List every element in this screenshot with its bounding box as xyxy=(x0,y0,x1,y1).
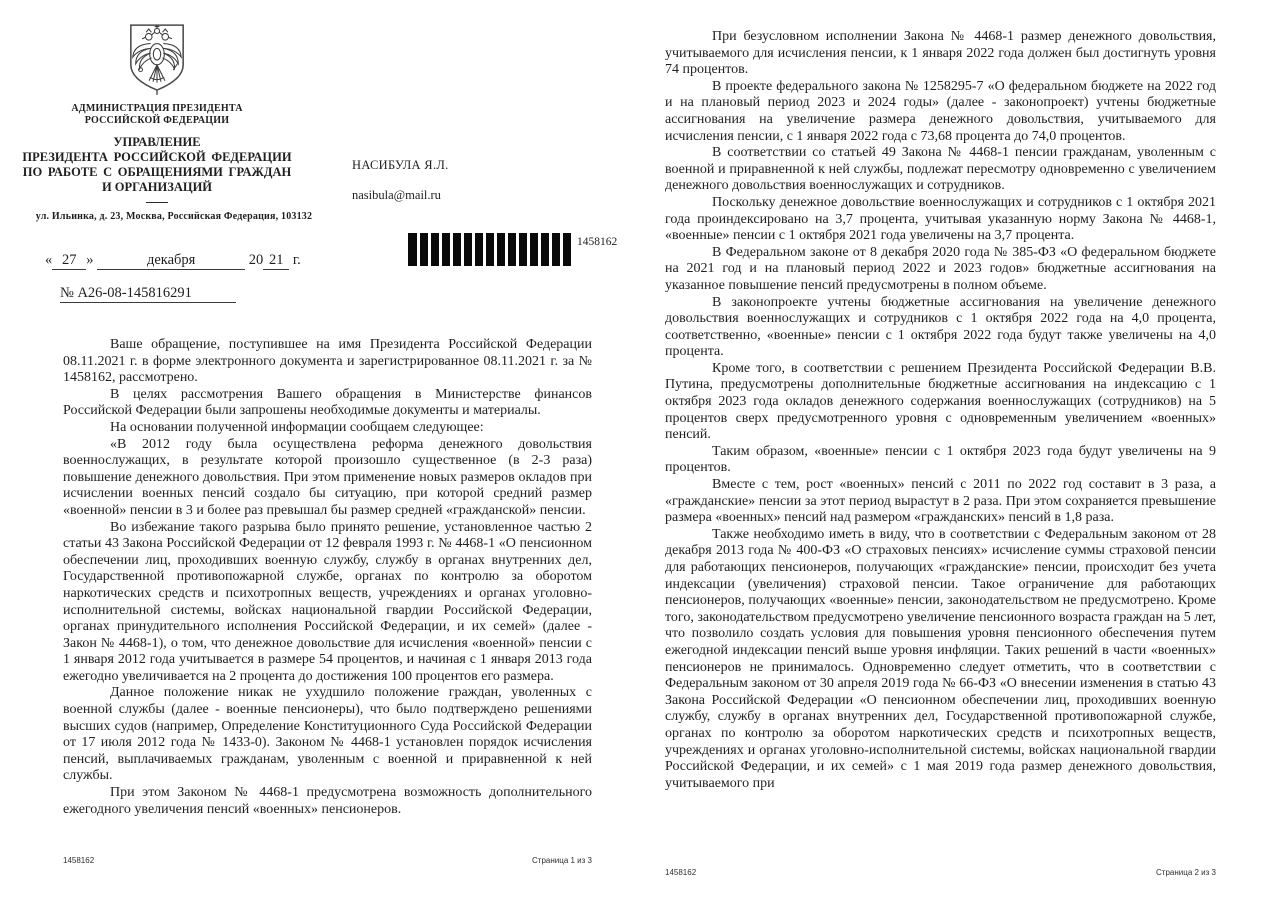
department-line1: УПРАВЛЕНИЕ xyxy=(113,135,201,149)
page2-body xyxy=(665,29,1216,792)
paragraph: Поскольку денежное довольствие военнослужащих и сотрудников с 1 октября 2021 года проиндексировано на 3,7 процента, учитывая указанную норму Закона № 4468-1, «военные» пенсии с 1 октября 2021 года увеличены на 3,7 процента. xyxy=(665,194,1216,244)
page2-footer xyxy=(665,868,1216,877)
paragraph: В целях рассмотрения Вашего обращения в Министерстве финансов Российской Федерации были запрошены необходимые документы и материалы. xyxy=(63,386,592,419)
registration-number-line xyxy=(60,285,236,303)
paragraph: Во избежание такого разрыва было принято решение, установленное частью 2 статьи 43 Закона Российской Федерации от 12 февраля 1993 г. № 4468-1 «О пенсионном обеспечении лиц, проходивших военную службу, службу в органах внутренних дел, Государственной противопожарной службе, органах по контролю за оборотом наркотических средств и психотропных веществ, учреждениях и органах уголовно-исполнительной системы, войсках национальной гвардии Российской Федерации, органах принудительного исполнения Российской Федерации, и их семей» (далее - Закон № 4468-1), о том, что денежное довольствие для исчисления «военной» пенсии с 1 января 2012 года учитывается в размере 54 процентов, и начиная с 1 января 2013 года ежегодно увеличивается на 2 процента до достижения 100 процентов его размера. xyxy=(63,519,592,684)
date-century: 20 xyxy=(248,252,264,268)
org-postal-address: ул. Ильинка, д. 23, Москва, Российская Федерация, 103132 xyxy=(35,211,313,222)
date-close-quote: » xyxy=(86,252,94,268)
registration-barcode xyxy=(408,233,571,266)
date-day: 27 xyxy=(52,252,86,270)
letterhead-divider xyxy=(146,202,168,203)
paragraph: «В 2012 году была осуществлена реформа денежного довольствия военнослужащих, в результате которой произошло существенное (в 2-3 раза) повышение денежного довольствия. При этом применение новых размеров окладов при исчислении военных пенсий создало бы ситуацию, при которой средний размер «военной» пенсии в 3 и более раз превышал бы размер средней «гражданской» пенсии. xyxy=(63,436,592,518)
paragraph: Таким образом, «военные» пенсии с 1 октября 2023 года будут увеличены на 9 процентов. xyxy=(665,443,1216,476)
paragraph: Кроме того, в соответствии с решением Президента Российской Федерации В.В. Путина, предусмотрены дополнительные бюджетные ассигнования на индексацию с 1 октября 2023 года окладов денежного содержания военнослужащих (сотрудников) на 5 процентов сверх предусмотренного уровня с одновременным увеличением «военных» пенсий. xyxy=(665,360,1216,443)
footer-doc-id: 1458162 xyxy=(63,856,95,865)
coat-of-arms-icon xyxy=(126,22,188,98)
department-line3: ПО РАБОТЕ С ОБРАЩЕНИЯМИ ГРАЖДАН xyxy=(22,165,292,179)
registration-number: № А26-08-145816291 xyxy=(60,285,236,303)
paragraph: При этом Законом № 4468-1 предусмотрена возможность дополнительного ежегодного увеличения пенсий «военных» пенсионеров. xyxy=(63,785,592,817)
paragraph: В соответствии со статьей 49 Закона № 4468-1 пенсии гражданам, уволенным с военной и приравненной к ней службы, подлежат пересмотру одновременно с увеличением денежного довольствия военнослужащих и сотрудников. xyxy=(665,145,1216,194)
page1-body xyxy=(63,337,592,818)
date-year: 21 xyxy=(263,252,289,270)
page1-footer xyxy=(63,856,592,865)
department-line2: ПРЕЗИДЕНТА РОССИЙСКОЙ ФЕДЕРАЦИИ xyxy=(22,150,292,164)
paragraph: На основании полученной информации сообщаем следующее: xyxy=(110,419,484,435)
paragraph: Данное положение никак не ухудшило положение граждан, уволенных с военной службы (далее - военные пенсионеры), что было подтверждено решениями высших судов (например, Определение Конституционного Суда Российской Федерации от 17 июля 2012 года № 1433-0). Законом № 4468-1 установлен порядок исчисления пенсий, выплачиваемых гражданам, уволенным с военной и приравненной к ней службы. xyxy=(63,685,592,784)
date-month: декабря xyxy=(97,252,245,270)
addressee-email: nasibula@mail.ru xyxy=(352,188,441,202)
date-open-quote: « xyxy=(45,252,53,268)
paragraph: В Федеральном законе от 8 декабря 2020 года № 385-ФЗ «О федеральном бюджете на 2021 год и на плановый период 2022 и 2023 годов» бюджетные ассигнования на указанное повышение пенсий предусмотрены в полном объеме. xyxy=(665,244,1216,293)
letterhead xyxy=(16,22,298,203)
footer-doc-id: 1458162 xyxy=(665,868,697,877)
org-name-line1: АДМИНИСТРАЦИЯ ПРЕЗИДЕНТА xyxy=(71,103,243,114)
footer-page-number: Страница 1 из 3 xyxy=(532,856,592,865)
addressee-name: НАСИБУЛА Я.Л. xyxy=(352,158,449,172)
paragraph: В проекте федерального закона № 1258295-7 «О федеральном бюджете на 2022 год и на плановый период 2023 и 2024 годы» (далее - законопроект) учтены бюджетные ассигнования на увеличение размера денежного довольствия, учитываемого для исчисления пенсии, с 1 января 2022 года с 73,68 процента до 74,0 процентов. xyxy=(665,78,1216,144)
paragraph: При безусловном исполнении Закона № 4468-1 размер денежного довольствия, учитываемого для исчисления пенсии, к 1 января 2022 года должен был достигнуть уровня 74 процентов. xyxy=(665,29,1216,78)
paragraph: В законопроекте учтены бюджетные ассигнования на увеличение денежного довольствия военнослужащих и сотрудников с 1 октября 2022 года на 4,0 процента, соответственно, «военные» пенсии с 1 октября 2022 года будут также увеличены на 4,0 процента. xyxy=(665,294,1216,360)
date-suffix: г. xyxy=(292,252,301,268)
paragraph: Ваше обращение, поступившее на имя Президента Российской Федерации 08.11.2021 г. в форме электронного документа и зарегистрированное 08.11.2021 г. за № 1458162, рассмотрено. xyxy=(63,337,592,386)
org-name xyxy=(16,103,298,126)
footer-page-number: Страница 2 из 3 xyxy=(1156,868,1216,877)
department-name xyxy=(16,135,298,195)
barcode-number: 1458162 xyxy=(577,236,618,248)
paragraph: Также необходимо иметь в виду, что в соответствии с Федеральным законом от 28 декабря 2013 года № 400-ФЗ «О страховых пенсиях» исчисление суммы страховой пенсии для работающих пенсионеров, получающих «гражданские» пенсии, происходит без учета индексации (увеличения) страховой пенсии. Такое ограничение для работающих пенсионеров, получающих «военные» пенсии, законодательством не предусмотрено. Кроме того, законодательством предусмотрено увеличение пенсионного возраста граждан на 5 лет, что позволило создать условия для повышения уровня пенсионного обеспечения путем ежегодной индексации пенсий выше уровня инфляции. Таких решений в части «военных» пенсионеров не принималось. Одновременно следует отметить, что в соответствии с Федеральным законом от 30 апреля 2019 года № 66-ФЗ «О внесении изменения в статью 43 Закона Российской Федерации «О пенсионном обеспечении лиц, проходивших военную службу, службу в органах внутренних дел, Государственной противопожарной службе, органах по контролю за оборотом наркотических средств и психотропных веществ, учреждениях и органах уголовно-исполнительной системы, войсках национальной гвардии Российской Федерации, и их семей» с 1 мая 2019 года размер денежного довольствия, учитываемого при xyxy=(665,526,1216,791)
org-name-line2: РОССИЙСКОЙ ФЕДЕРАЦИИ xyxy=(84,114,230,126)
paragraph: Вместе с тем, рост «военных» пенсий с 2011 по 2022 год составит в 3 раза, а «гражданские» пенсии за этот период вырастут в 2 раза. При этом сохраняется превышение размера «военных» пенсий над размером «гражданских» пенсий в 1,8 раза. xyxy=(665,477,1216,526)
date-line xyxy=(45,252,301,270)
department-line4: И ОРГАНИЗАЦИЙ xyxy=(101,180,213,194)
